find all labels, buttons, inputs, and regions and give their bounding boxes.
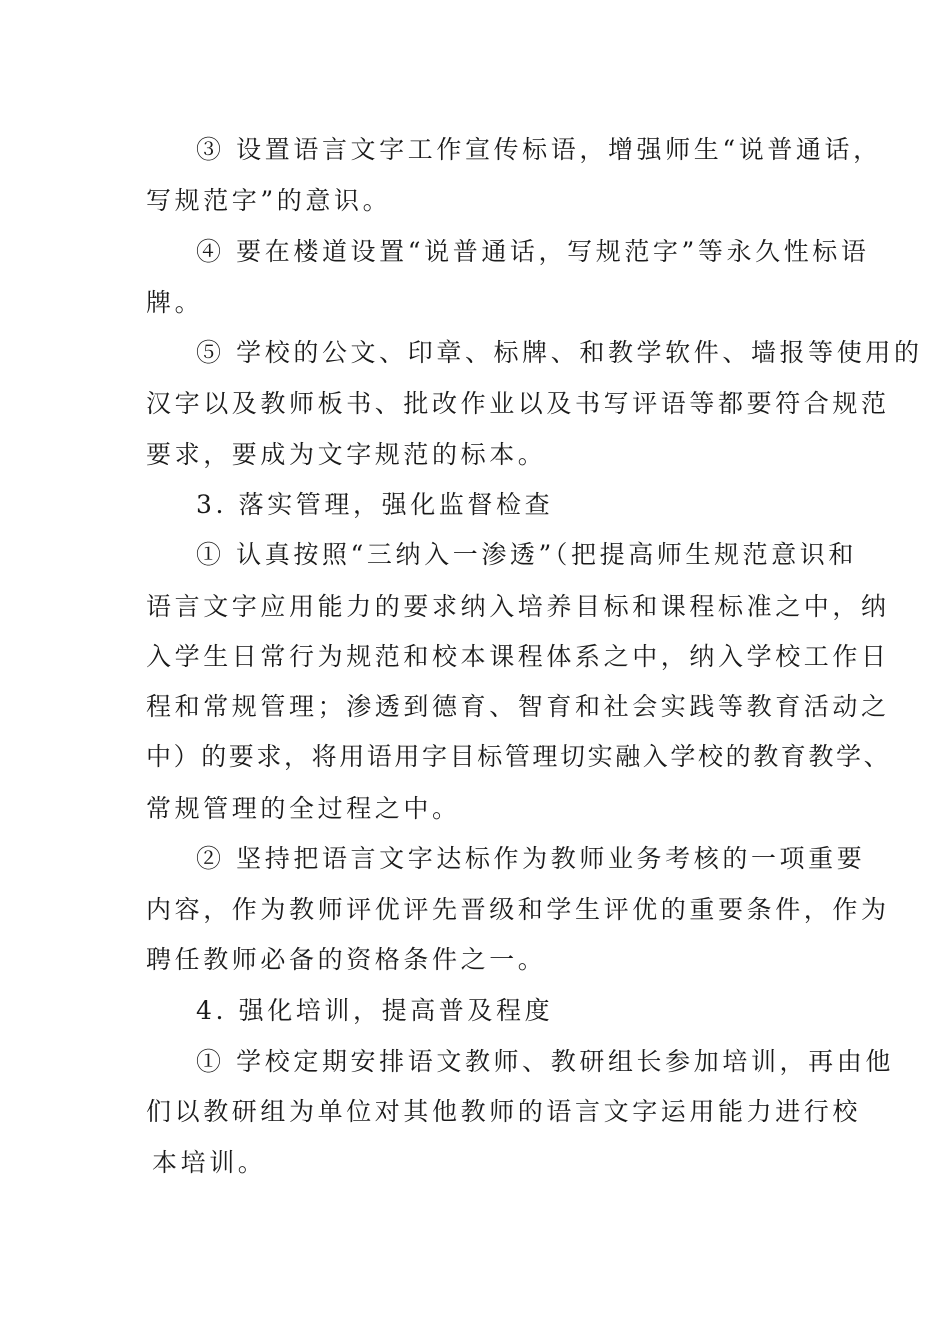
paragraph-line: 牌。 xyxy=(146,288,204,317)
paragraph-line: 程和常规管理；渗透到德育、智育和社会实践等教育活动之 xyxy=(146,692,890,721)
paragraph-line: 要求，要成为文字规范的标本。 xyxy=(146,440,547,469)
paragraph-line: ④ 要在楼道设置“说普通话，写规范字”等永久性标语 xyxy=(196,237,870,266)
paragraph-line: 常规管理的全过程之中。 xyxy=(146,794,461,823)
paragraph-line: 入学生日常行为规范和校本课程体系之中，纳入学校工作日 xyxy=(146,642,890,671)
paragraph-line: ① 学校定期安排语文教师、教研组长参加培训，再由他 xyxy=(196,1047,894,1076)
paragraph-line: ② 坚持把语言文字达标作为教师业务考核的一项重要 xyxy=(196,844,866,873)
paragraph-line: ③ 设置语言文字工作宣传标语，增强师生“说普通话， xyxy=(196,135,882,164)
paragraph-line: ① 认真按照“三纳入一渗透”（把提高师生规范意识和 xyxy=(196,540,858,569)
paragraph-line: 们以教研组为单位对其他教师的语言文字运用能力进行校 xyxy=(146,1097,862,1126)
paragraph-line: ⑤ 学校的公文、印章、标牌、和教学软件、墙报等使用的 xyxy=(196,338,923,367)
paragraph-line: 语言文字应用能力的要求纳入培养目标和课程标准之中，纳 xyxy=(146,592,890,621)
paragraph-line: 中）的要求，将用语用字目标管理切实融入学校的教育教学、 xyxy=(146,742,892,771)
paragraph-line: 写规范字”的意识。 xyxy=(146,186,392,215)
section-heading: 3. 落实管理，强化监督检查 xyxy=(196,490,554,519)
paragraph-line: 汉字以及教师板书、批改作业以及书写评语等都要符合规范 xyxy=(146,389,890,418)
paragraph-line: 本培训。 xyxy=(152,1148,267,1177)
section-heading: 4. 强化培训，提高普及程度 xyxy=(196,996,554,1025)
paragraph-line: 内容，作为教师评优评先晋级和学生评优的重要条件，作为 xyxy=(146,895,890,924)
paragraph-line: 聘任教师必备的资格条件之一。 xyxy=(146,945,547,974)
